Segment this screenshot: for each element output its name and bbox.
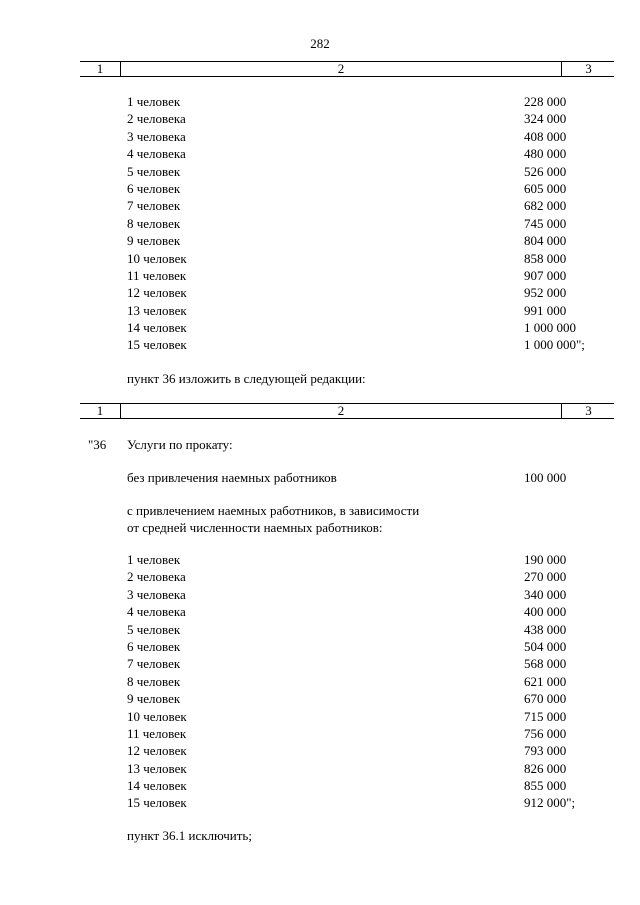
list-item: 3 человека 340 000	[127, 586, 567, 602]
column-header-2: 2	[120, 62, 561, 76]
list-item: 13 человек 826 000	[127, 760, 567, 776]
item-title: Услуги по прокату:	[127, 437, 233, 452]
table-header-2	[80, 403, 614, 419]
list-item: 8 человек 745 000	[127, 215, 567, 231]
list-item: 2 человека 270 000	[127, 569, 567, 585]
without-workers-label: без привлечения наемных работников	[127, 470, 337, 485]
table-header-1	[80, 61, 614, 77]
list-item: 10 человек 715 000	[127, 708, 567, 724]
with-workers-line-1: с привлечением наемных работников, в зависимости	[127, 503, 420, 518]
list-item: 8 человек 621 000	[127, 673, 567, 689]
list-item: 7 человек 568 000	[127, 656, 567, 672]
list-item: 14 человек 1 000 000	[127, 320, 576, 336]
list-item: 9 человек 670 000	[127, 691, 567, 707]
paragraph-36-intro: пункт 36 изложить в следующей редакции:	[127, 371, 366, 386]
list-item: 4 человека 400 000	[127, 604, 567, 620]
list-item: 5 человек 526 000	[127, 163, 567, 179]
list-item: 9 человек 804 000	[127, 233, 567, 249]
list-item: 1 человек 228 000	[127, 94, 567, 109]
list-item: 15 человек 912 000";	[127, 795, 576, 811]
list-item: 4 человека 480 000	[127, 146, 567, 162]
column-header-2: 2	[120, 404, 561, 418]
list-item: 10 человек 858 000	[127, 250, 567, 266]
without-workers-value: 100 000	[524, 470, 567, 485]
list-item: 12 человек 793 000	[127, 743, 567, 759]
list-item: 15 человек 1 000 000";	[127, 337, 585, 353]
item-number: "36	[88, 437, 107, 452]
list-2	[127, 551, 587, 812]
list-item: 6 человек 504 000	[127, 638, 567, 654]
list-1	[127, 93, 587, 354]
column-header-1: 1	[96, 61, 104, 76]
column-header-3: 3	[561, 404, 615, 418]
list-item: 14 человек 855 000	[127, 778, 567, 794]
list-item: 12 человек 952 000	[127, 285, 567, 301]
column-header-3: 3	[561, 62, 615, 76]
column-header-1: 1	[96, 403, 104, 418]
paragraph-36-1: пункт 36.1 исключить;	[127, 828, 252, 843]
list-item: 13 человек 991 000	[127, 302, 567, 318]
page-number: 282	[310, 36, 330, 51]
list-item: 1 человек 190 000	[127, 552, 567, 567]
list-item: 2 человека 324 000	[127, 111, 567, 127]
list-item: 3 человека 408 000	[127, 128, 567, 144]
list-item: 11 человек 907 000	[127, 267, 567, 283]
list-item: 5 человек 438 000	[127, 621, 567, 637]
list-item: 6 человек 605 000	[127, 180, 567, 196]
list-item: 7 человек 682 000	[127, 198, 567, 214]
with-workers-line-2: от средней численности наемных работников:	[127, 520, 383, 535]
list-item: 11 человек 756 000	[127, 725, 567, 741]
